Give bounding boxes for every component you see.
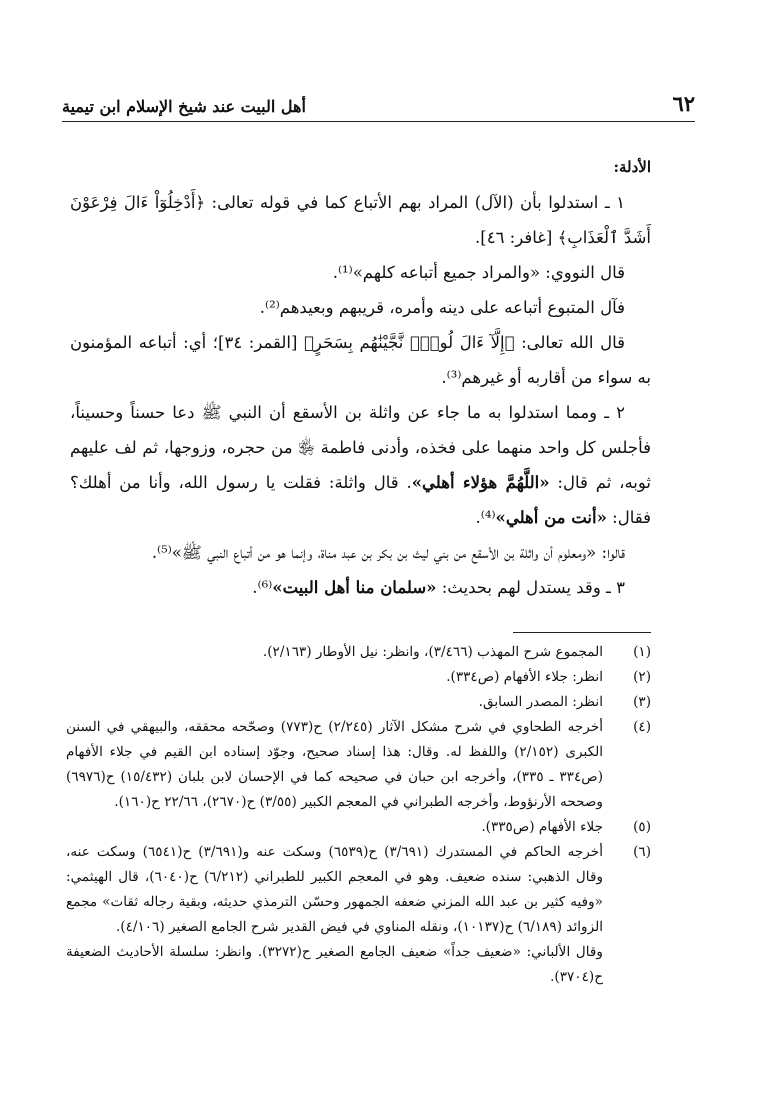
page-number: ٦٢ [672, 91, 695, 116]
paragraph-4: قال الله تعالى: ﴿إِلَّآ ءَالَ لُوطٍۖ نَّجَّيْنَٰهُم بِسَحَرٍ﴾ [القمر: ٣٤]؛ أي: أتباعه المؤمنون به سواء من أقاربه أو غيرهم⁽³⁾. [70, 333, 651, 387]
footnote [66, 715, 651, 815]
footnote-number: (١) [633, 644, 651, 660]
footnote [66, 815, 651, 840]
footnote-text: انظر: المصدر السابق. [478, 694, 603, 710]
footnote-number: (٦) [633, 844, 651, 860]
footnote-number: (٣) [633, 694, 651, 710]
paragraph-6: قالوا: «ومعلوم أن واثلة بن الأسقع من بني ليث بن بكر بن عبد مناة، وإنما هو من أتباع النبي ﷺ»⁽⁵⁾. [151, 543, 625, 562]
main-text [70, 150, 651, 605]
paragraph-5-part-c: . قال واثلة: فقلت يا رسول الله، وأنا من أهلك؟ فقال: [70, 473, 651, 527]
footnotes [66, 640, 651, 990]
paragraph-2: قال النووي: «والمراد جميع أتباعه كلهم»⁽¹⁾. [332, 263, 625, 282]
footnote-text-block [66, 840, 603, 990]
footnote [66, 840, 651, 990]
footnote [66, 690, 651, 715]
footnote-number: (٥) [633, 819, 651, 835]
footnote-text-continuation: وقال الألباني: «ضعيف جداً» ضعيف الجامع الصغير ح(٣٢٧٢). وانظر: سلسلة الأحاديث الضعيفة ح(٣٧٠٤). [66, 944, 603, 985]
footnote [66, 665, 651, 690]
running-title: أهل البيت عند شيخ الإسلام ابن تيمية [62, 97, 306, 116]
hadith-quote-1: «اللَّهُمَّ هؤلاء أهلي» [411, 473, 550, 492]
paragraph-7-part-a: ٣ ـ وقد يستدل لهم بحديث: [436, 578, 625, 597]
footnote-number: (٢) [633, 669, 651, 685]
footnote-text: أخرجه الطحاوي في شرح مشكل الآثار (٢/٢٤٥) ح(٧٧٣) وصحّحه محققه، والبيهقي في السنن الكبرى (٢/١٥٢) واللفظ له. وقال: هذا إسناد صحيح، وجوّد إسناده ابن القيم في جلاء الأفهام (ص٣٣٤ ـ ٣٣٥)، وأخرجه ابن حبان في صحيحه كما في الإحسان لابن بلبان (١٥/٤٣٢) ح(٦٩٧٦) وصححه الأرنؤوط، وأخرجه الطبراني في المعجم الكبير (٣/٥٥) ح(٢٦٧٠)، ٢٢/٦٦ ح(١٦٠). [66, 719, 604, 810]
paragraph-5-part-d: ⁽⁴⁾. [475, 508, 496, 527]
paragraph-7 [70, 570, 651, 605]
paragraph-7-part-c: ⁽⁶⁾. [252, 578, 273, 597]
footnote-number: (٤) [633, 719, 651, 735]
paragraph-5 [70, 395, 651, 535]
footnote-text: جلاء الأفهام (ص٣٣٥). [481, 819, 603, 835]
footnote [66, 640, 651, 665]
footnote-text: المجموع شرح المهذب (٣/٤٦٦)، وانظر: نيل الأوطار (٢/١٦٣). [262, 644, 603, 660]
footnote-text: انظر: جلاء الأفهام (ص٣٣٤). [446, 669, 603, 685]
header-rule [62, 121, 695, 122]
hadith-quote-2: «أنت من أهلي» [495, 508, 607, 527]
paragraph-1: ١ ـ استدلوا بأن (الآل) المراد بهم الأتباع كما في قوله تعالى: ﴿أَدْخِلُوٓاْ ءَالَ فِرْعَوْنَ أَشَدَّ ٱلْعَذَابِ﴾ [غافر: ٤٦]. [70, 193, 651, 247]
page-header [62, 86, 695, 116]
paragraph-3: فآل المتبوع أتباعه على دينه وأمره، قريبهم وبعيدهم⁽²⁾. [259, 298, 625, 317]
section-label: الأدلة: [613, 158, 651, 176]
paragraph-5-part-a: ٢ ـ ومما استدلوا به ما جاء عن واثلة بن الأسقع أن النبي ﷺ دعا حسناً وحسيناً، فأجلس كل واحد منهما على فخذه، وأدنى فاطمة ﵂ من حجره، وزوجها، ثم لف عليهم ثوبه، ثم قال: [70, 403, 651, 492]
footnote-rule [513, 632, 651, 633]
hadith-quote-3: «سلمان منا أهل البيت» [272, 578, 437, 597]
footnote-text: أخرجه الحاكم في المستدرك (٣/٦٩١) ح(٦٥٣٩) وسكت عنه و(٣/٦٩١) ح(٦٥٤١) وسكت عنه، وقال الذهبي: سنده ضعيف. وهو في المعجم الكبير للطبراني (٦/٢١٢) ح(٦٠٤٠)، قال الهيثمي: «وفيه كثير بن عبد الله المزني ضعفه الجمهور وحسّن الترمذي حديثه، وبقية رجاله ثقات» مجمع الزوائد (٦/١٨٩) ح(١٠١٣٧)، ونقله المناوي في فيض القدير شرح الجامع الصغير (٤/١٠٦). [66, 844, 604, 935]
